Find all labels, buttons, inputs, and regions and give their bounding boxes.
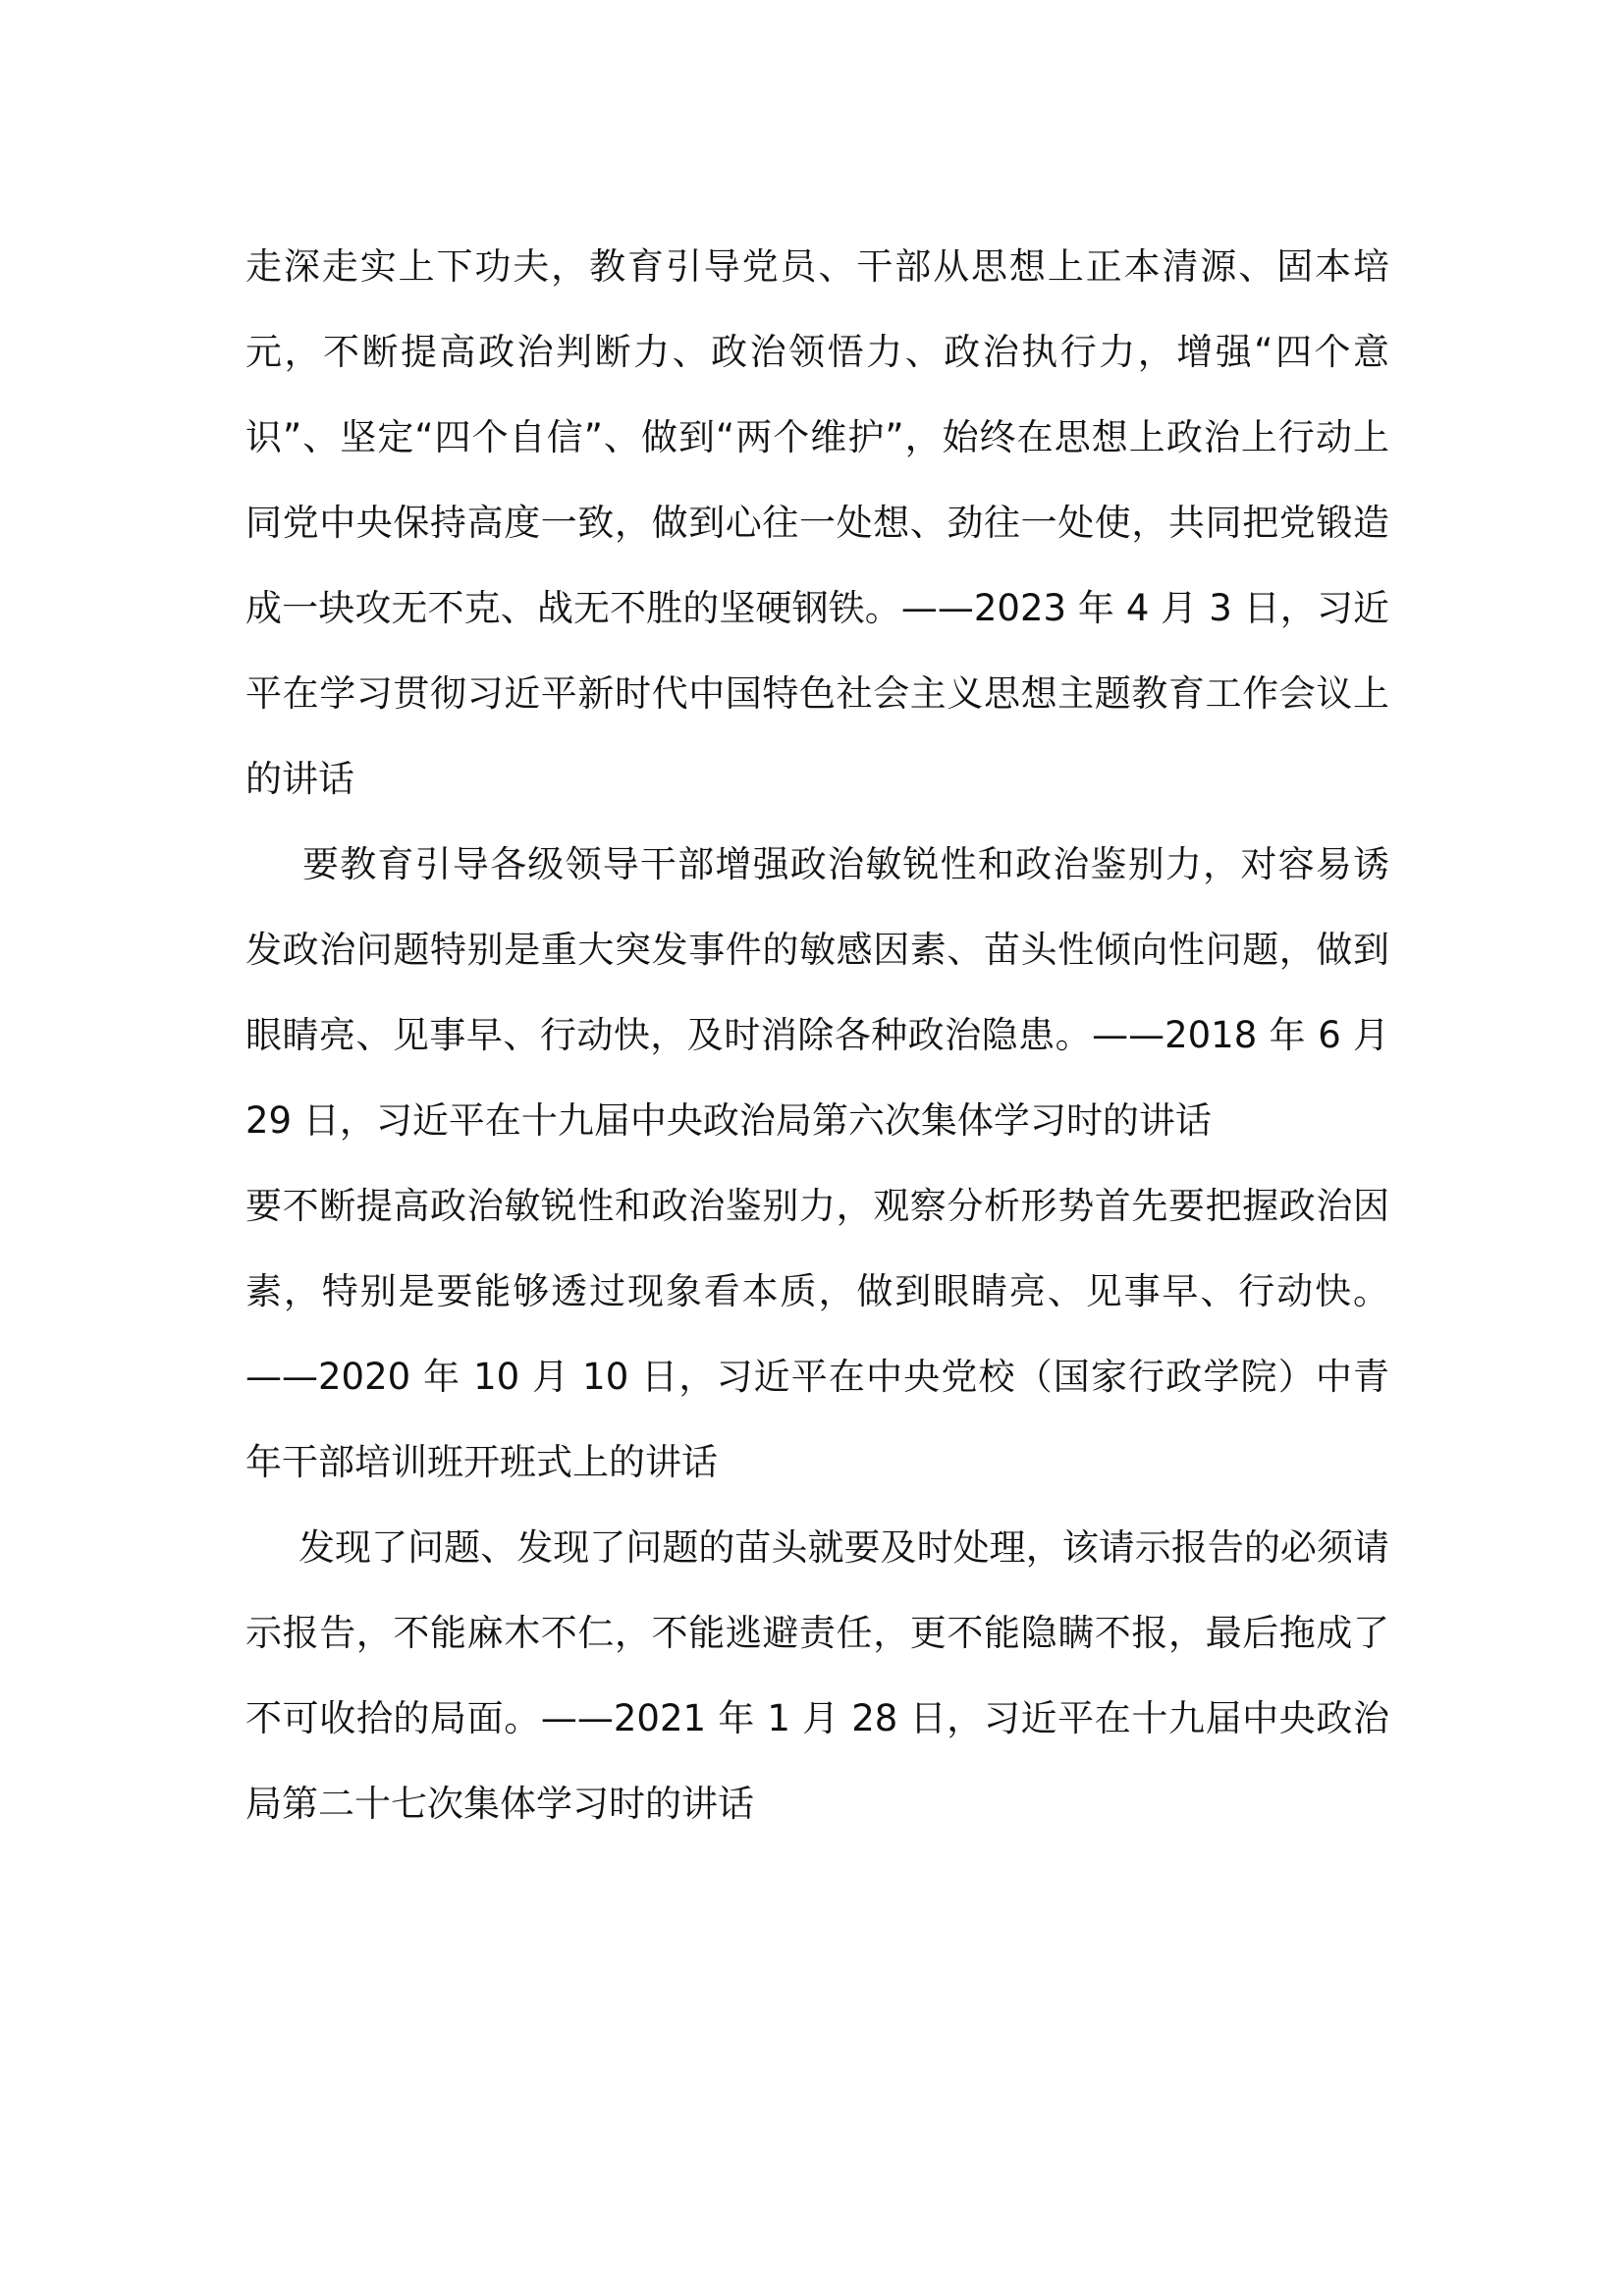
paragraph-1: 走深走实上下功夫，教育引导党员、干部从思想上正本清源、固本培元，不断提高政治判断力、政治领悟力、政治执行力，增强“四个意识”、坚定“四个自信”、做到“两个维护”，始终在思想上政治上行动上同党中央保持高度一致，做到心往一处想、劲往一处使，共同把党锻造成一块攻无不克、战无不胜的坚硬钢铁。——2023 年 4 月 3 日，习近平在学习贯彻习近平新时代中国特色社会主义思想主题教育工作会议上的讲话	[245, 245, 1389, 800]
document-body	[245, 224, 1389, 1846]
paragraph-4: 发现了问题、发现了问题的苗头就要及时处理，该请示报告的必须请示报告，不能麻木不仁，不能逃避责任，更不能隐瞒不报，最后拖成了不可收拾的局面。——2021 年 1 月 28 日，习近平在十九届中央政治局第二十七次集体学习时的讲话	[245, 1526, 1389, 1825]
paragraph-3: 要不断提高政治敏锐性和政治鉴别力，观察分析形势首先要把握政治因素，特别是要能够透过现象看本质，做到眼睛亮、见事早、行动快。——2020 年 10 月 10 日，习近平在中央党校（国家行政学院）中青年干部培训班开班式上的讲话	[245, 1185, 1389, 1483]
paragraph-2: 要教育引导各级领导干部增强政治敏锐性和政治鉴别力，对容易诱发政治问题特别是重大突发事件的敏感因素、苗头性倾向性问题，做到眼睛亮、见事早、行动快，及时消除各种政治隐患。——2018 年 6 月 29 日，习近平在十九届中央政治局第六次集体学习时的讲话	[245, 843, 1389, 1142]
